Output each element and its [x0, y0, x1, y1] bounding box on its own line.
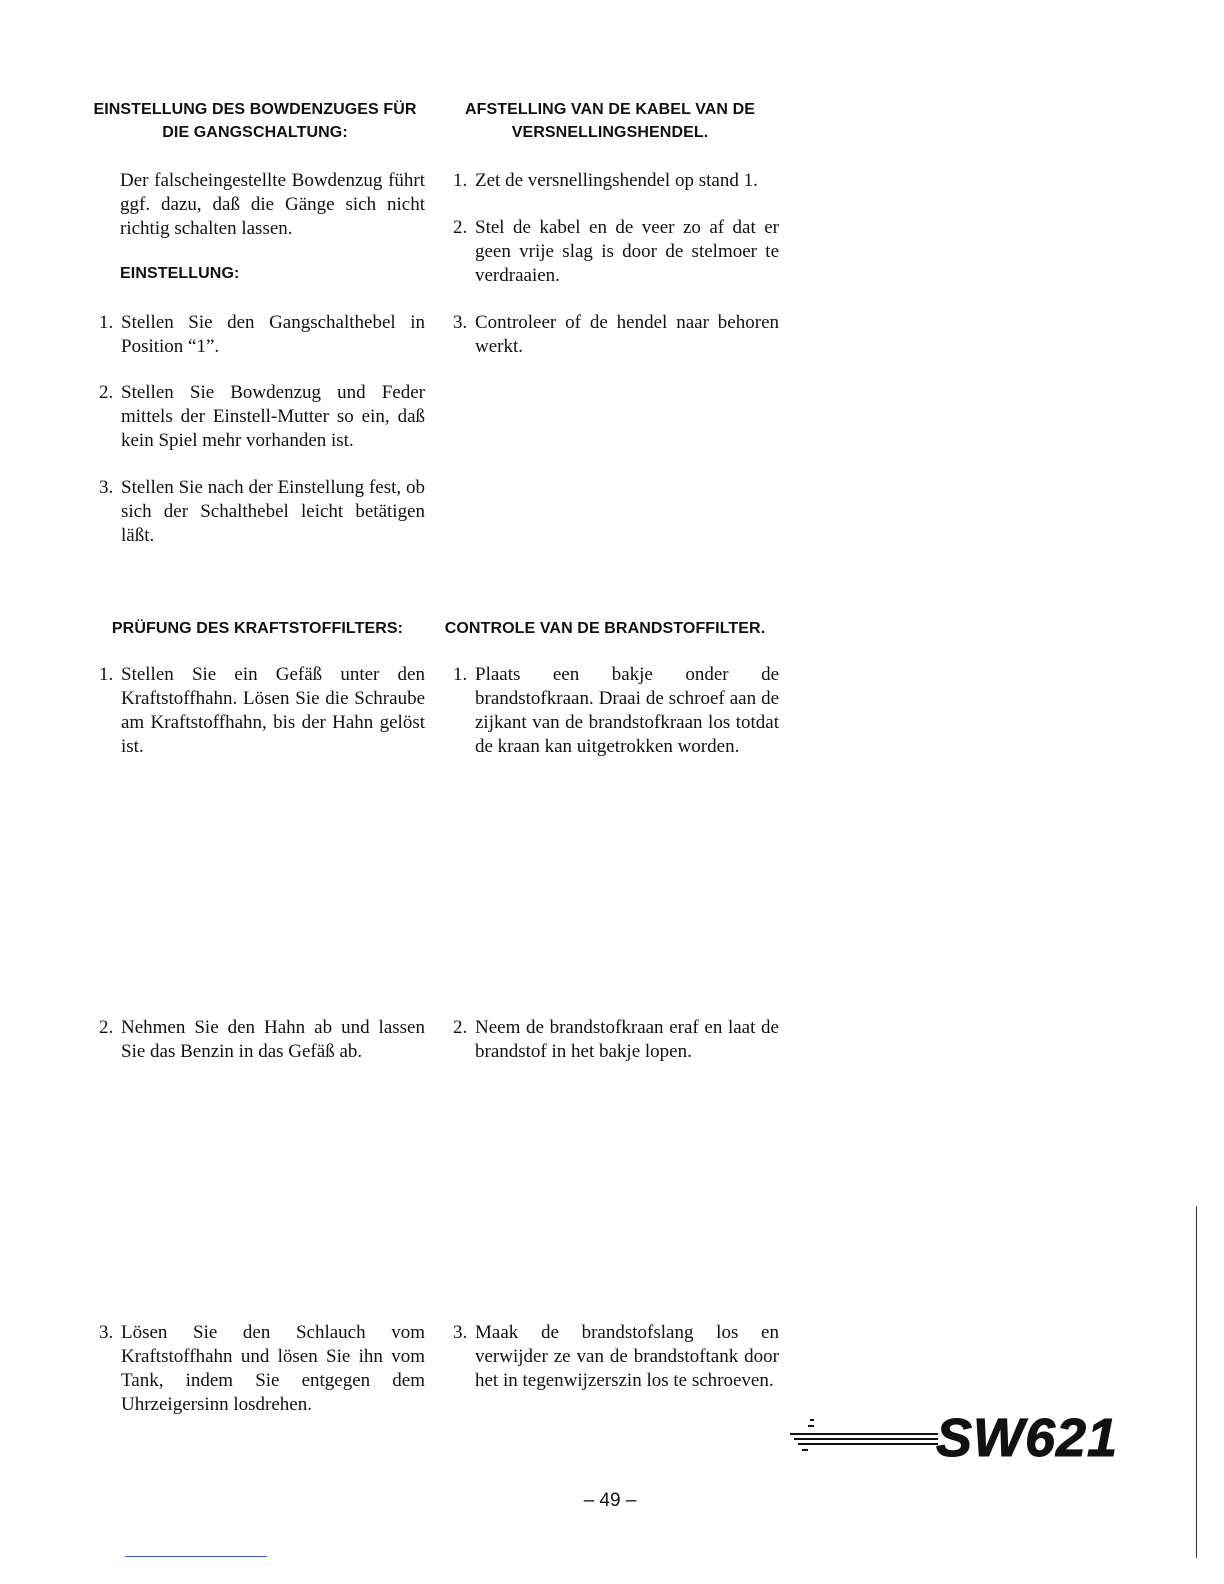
step-number: 3. [453, 1322, 468, 1343]
step-text: Plaats een bakje onder de brandstofkraan. Draai de schroef aan de zijkant van de brandstofkraan los totdat de kraan kan uitgetrokken worden. [475, 664, 779, 757]
step-text: Maak de brandstofslang los en verwijder ze van de brandstoftank door het in tegenwijzerszin los te schroeven. [475, 1322, 779, 1391]
logo-text: SW621 [936, 1408, 1119, 1468]
heading-bowdenzug-line1: EINSTELLUNG DES BOWDENZUGES FÜR [93, 101, 417, 118]
subheading-einstellung: EINSTELLUNG: [120, 265, 240, 282]
step-number: 2. [99, 382, 114, 403]
heading-versnellingshendel-line2: VERSNELLINGSHENDEL. [511, 124, 709, 141]
step-text: Stellen Sie den Gangschalthebel in Position “1”. [121, 312, 425, 357]
step-number: 1. [453, 170, 468, 191]
step-number: 2. [99, 1017, 114, 1038]
heading-bowdenzug-line2: DIE GANGSCHALTUNG: [162, 124, 348, 141]
step-number: 2. [453, 1017, 468, 1038]
step-number: 1. [99, 312, 114, 333]
step-text: Neem de brandstofkraan eraf en laat de brandstof in het bakje lopen. [475, 1017, 779, 1062]
step-text: Stellen Sie nach der Einstellung fest, ob sich der Schalthebel leicht betätigen läßt. [121, 477, 425, 546]
step-number: 3. [99, 477, 114, 498]
page-number: – 49 – [583, 1490, 637, 1511]
step-text: Nehmen Sie den Hahn ab und lassen Sie das Benzin in das Gefäß ab. [121, 1017, 425, 1062]
step-text: Lösen Sie den Schlauch vom Kraftstoffhahn und lösen Sie ihn vom Tank, indem Sie entgegen dem Uhrzeigersinn losdrehen. [121, 1322, 425, 1415]
step-text: Stellen Sie ein Gefäß unter den Kraftstoffhahn. Lösen Sie die Schraube am Kraftstoffhahn, bis der Hahn gelöst ist. [121, 664, 425, 757]
scan-edge-line [1196, 1206, 1197, 1558]
step-number: 3. [99, 1322, 114, 1343]
bottom-rule [125, 1556, 267, 1557]
step-number: 1. [99, 664, 114, 685]
speed-lines-icon [790, 1420, 938, 1450]
step-text: Stellen Sie Bowdenzug und Feder mittels der Einstell-Mutter so ein, daß kein Spiel mehr vorhanden ist. [121, 382, 425, 451]
intro-paragraph: Der falscheingestellte Bowdenzug führt ggf. dazu, daß die Gänge sich nicht richtig schalten lassen. [120, 170, 425, 239]
heading-bowdenzug [80, 98, 430, 144]
step-number: 1. [453, 664, 468, 685]
step-number: 3. [453, 312, 468, 333]
step-text: Controleer of de hendel naar behoren werkt. [475, 312, 779, 357]
step-text: Zet de versnellingshendel op stand 1. [475, 170, 758, 191]
heading-versnellingshendel-line1: AFSTELLING VAN DE KABEL VAN DE [464, 101, 756, 118]
heading-kraftstoffilter: PRÜFUNG DES KRAFTSTOFFILTERS: [111, 620, 404, 637]
step-number: 2. [453, 217, 468, 238]
sw621-logo [788, 1398, 1148, 1468]
step-text: Stel de kabel en de veer zo af dat er geen vrije slag is door de stelmoer te verdraaien. [475, 217, 779, 286]
heading-brandstoffilter: CONTROLE VAN DE BRANDSTOFFILTER. [444, 620, 766, 637]
heading-versnellingshendel [440, 98, 780, 144]
